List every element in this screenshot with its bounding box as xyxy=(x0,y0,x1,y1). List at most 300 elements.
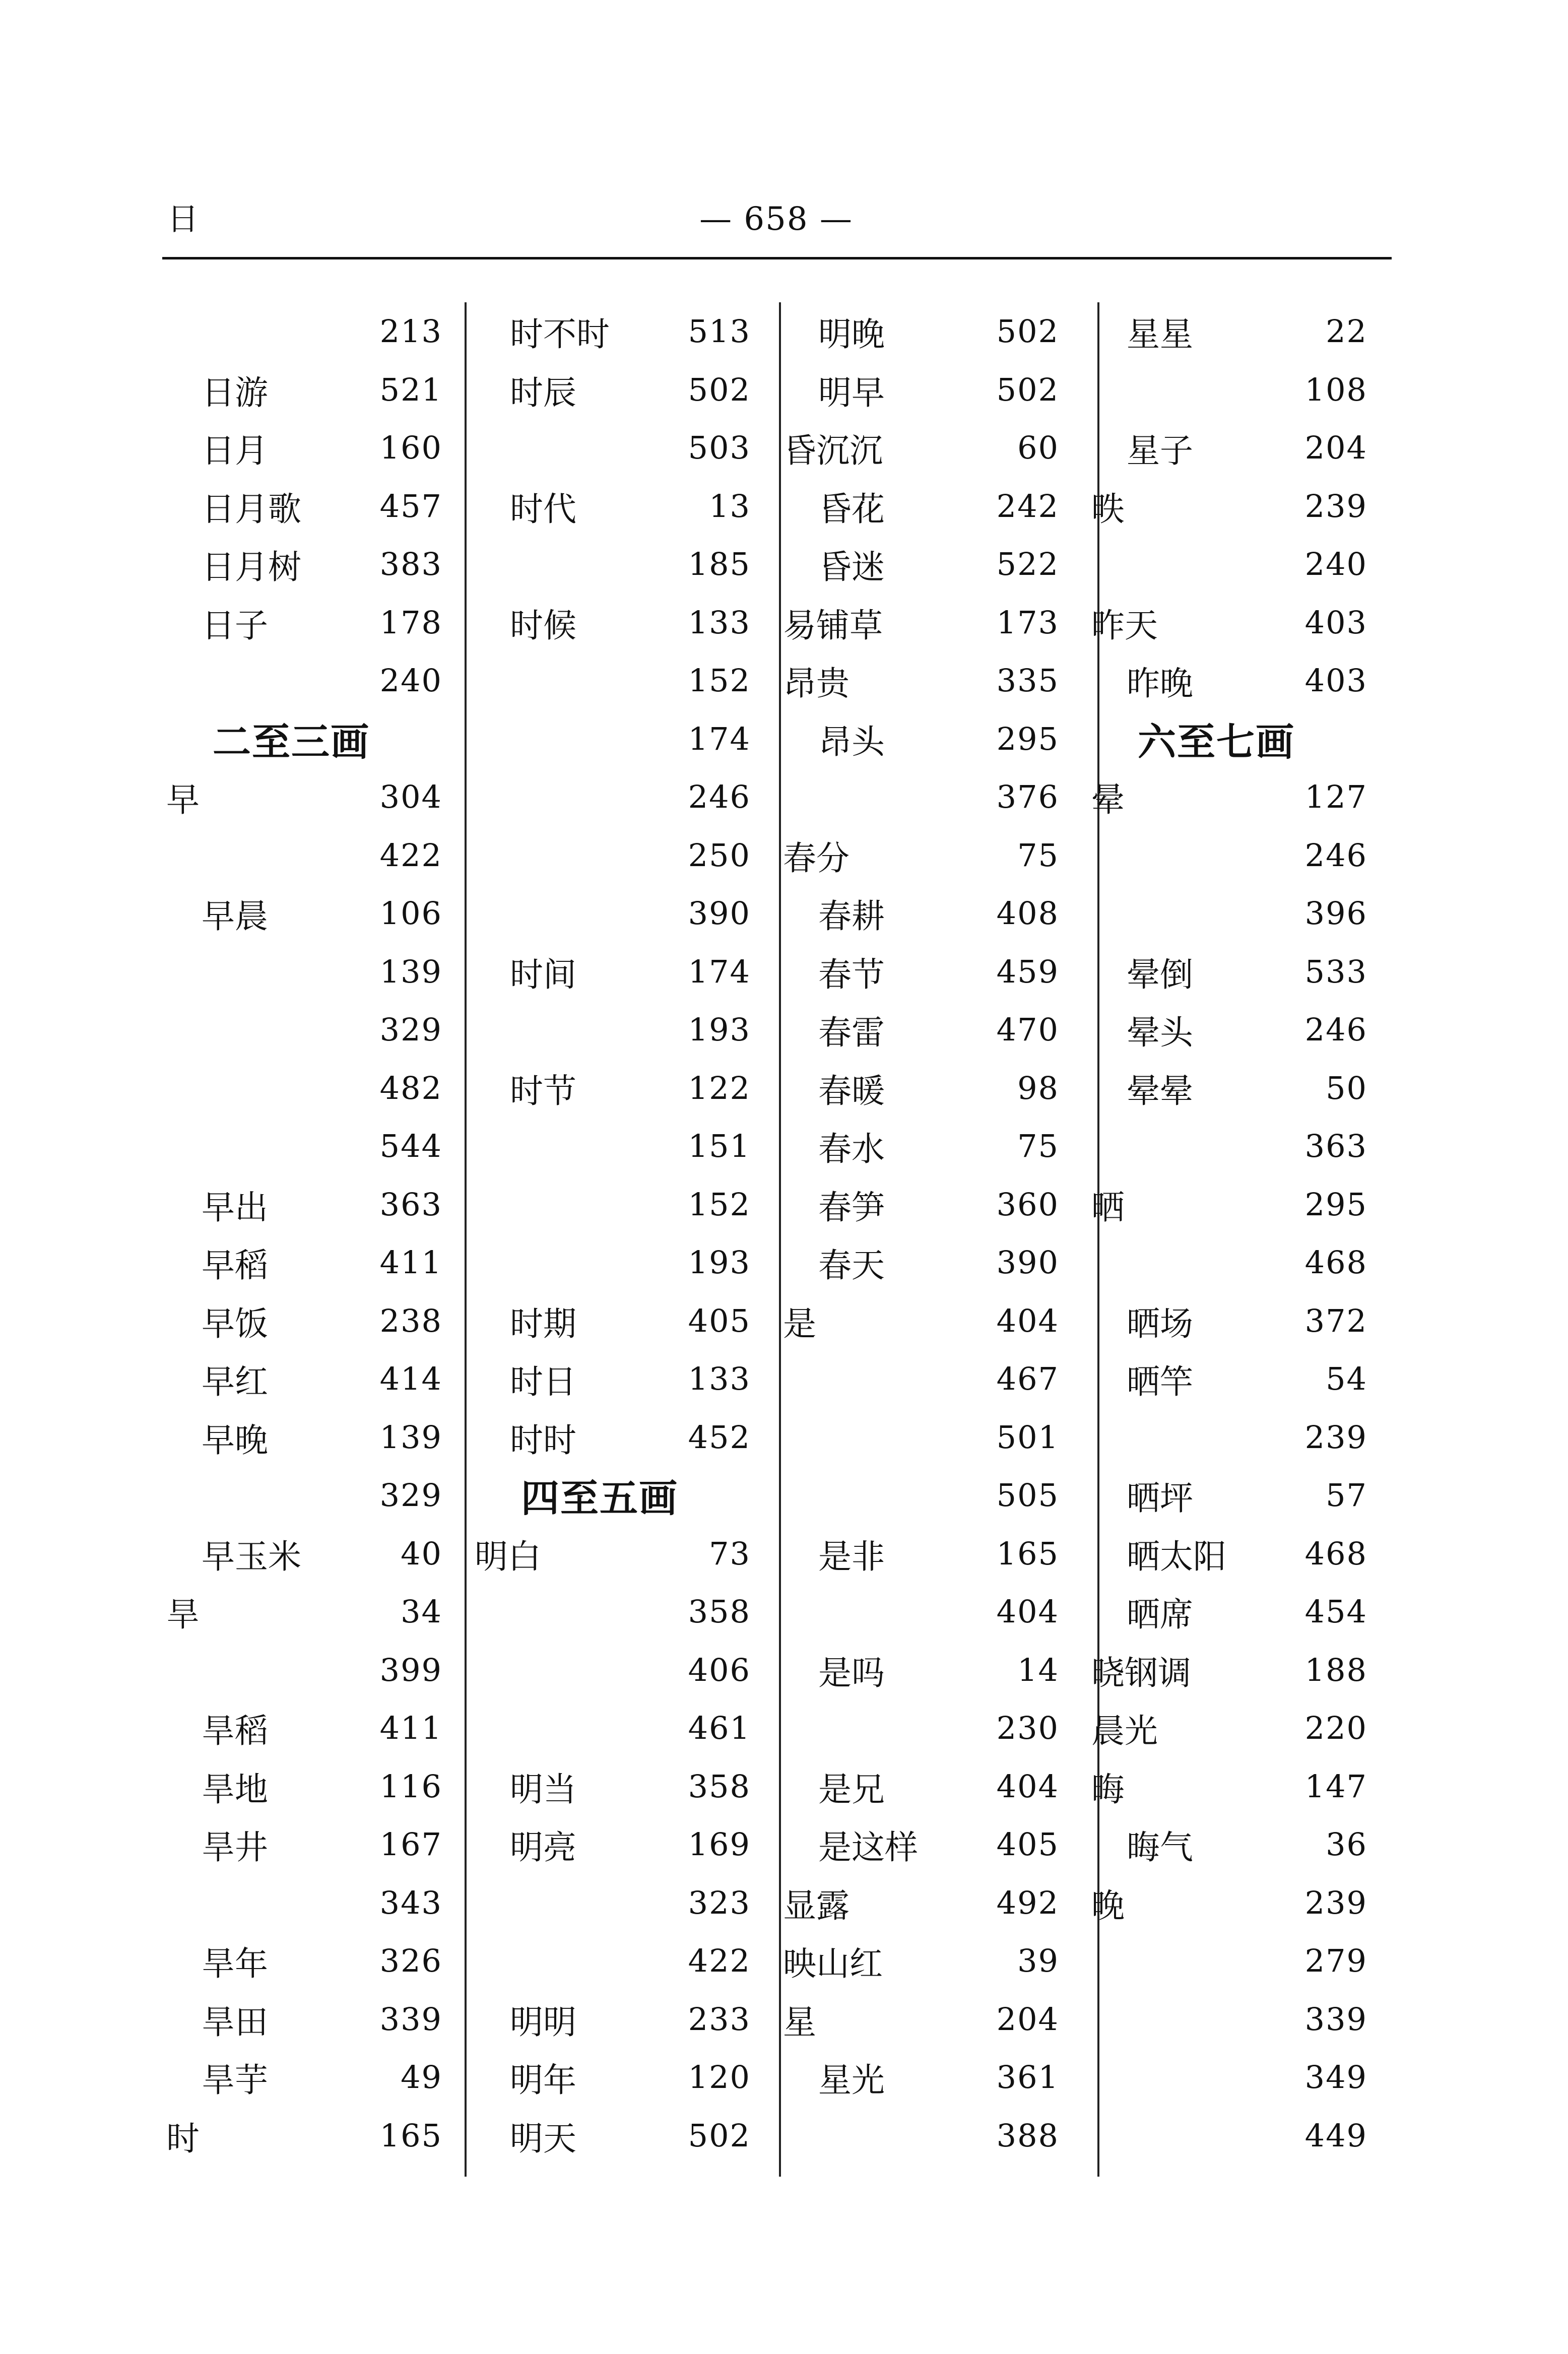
entry-word: 时日 xyxy=(510,1362,576,1402)
entry-word: 明白 xyxy=(475,1537,541,1576)
entry-page-number: 106 xyxy=(379,895,442,932)
entry-word: 日子 xyxy=(202,606,268,645)
entry-word: 春天 xyxy=(818,1246,885,1285)
index-entry xyxy=(779,1001,1087,1059)
entry-word: 晕倒 xyxy=(1127,955,1193,994)
entry-word: 时节 xyxy=(510,1071,576,1110)
entry-page-number: 139 xyxy=(379,1418,442,1456)
header-rule xyxy=(162,257,1392,259)
entry-word: 时期 xyxy=(510,1304,576,1343)
entry-word: 时不时 xyxy=(510,315,610,354)
entry-word: 晨光 xyxy=(1091,1712,1158,1751)
index-entry xyxy=(1087,1175,1396,1234)
index-column-4 xyxy=(1087,302,1396,2177)
entry-page-number: 454 xyxy=(1304,1593,1367,1630)
entry-page-number: 139 xyxy=(379,953,442,990)
entry-word: 时辰 xyxy=(510,373,576,412)
entry-word: 时间 xyxy=(510,955,576,994)
entry-word: 时候 xyxy=(510,606,576,645)
index-entry xyxy=(1087,826,1396,885)
entry-word: 晓钢调 xyxy=(1091,1653,1191,1692)
entry-word: 昳 xyxy=(1091,489,1125,529)
entry-word: 昏迷 xyxy=(818,548,885,587)
index-entry xyxy=(1087,1059,1396,1118)
entry-page-number: 75 xyxy=(1017,836,1059,874)
entry-word: 明年 xyxy=(510,2061,576,2100)
entry-page-number: 204 xyxy=(1304,429,1367,467)
index-entry xyxy=(1087,477,1396,536)
index-entry xyxy=(162,1932,471,1990)
index-entry xyxy=(779,419,1087,477)
entry-word: 昨晚 xyxy=(1127,664,1193,703)
index-entry xyxy=(471,1408,779,1467)
page-number: — 658 — xyxy=(699,201,853,238)
index-entry xyxy=(471,1059,779,1118)
entry-word: 春耕 xyxy=(818,897,885,936)
entry-page-number: 502 xyxy=(996,371,1059,408)
entry-word: 昂贵 xyxy=(783,664,850,703)
entry-page-number: 50 xyxy=(1326,1069,1367,1106)
entry-page-number: 358 xyxy=(688,1593,751,1630)
index-entry xyxy=(1087,943,1396,1001)
index-entry xyxy=(779,477,1087,536)
entry-page-number: 54 xyxy=(1326,1360,1367,1398)
index-entry xyxy=(1087,768,1396,826)
index-entry xyxy=(471,302,779,361)
entry-page-number: 461 xyxy=(688,1710,751,1747)
index-entry xyxy=(471,1001,779,1059)
entry-word: 旱田 xyxy=(202,2002,268,2042)
index-entry xyxy=(1087,1408,1396,1467)
entry-word: 易铺草 xyxy=(783,606,883,645)
entry-word: 日月树 xyxy=(202,548,301,587)
index-entry xyxy=(1087,1699,1396,1757)
entry-page-number: 133 xyxy=(688,1360,751,1398)
index-entry xyxy=(779,1990,1087,2049)
entry-word: 晕头 xyxy=(1127,1013,1193,1053)
index-entry xyxy=(779,2107,1087,2165)
entry-page-number: 503 xyxy=(688,429,751,467)
entry-word: 晒坪 xyxy=(1127,1479,1193,1518)
entry-page-number: 167 xyxy=(379,1826,442,1863)
entry-page-number: 339 xyxy=(1304,2000,1367,2038)
entry-page-number: 399 xyxy=(379,1651,442,1688)
entry-page-number: 405 xyxy=(688,1302,751,1339)
index-entry xyxy=(779,768,1087,826)
index-entry xyxy=(471,2107,779,2165)
index-entry xyxy=(162,1059,471,1118)
entry-page-number: 239 xyxy=(1304,1418,1367,1456)
section-heading-row xyxy=(1087,710,1396,768)
entry-word: 时 xyxy=(166,2119,200,2158)
entry-word: 早出 xyxy=(202,1188,268,1227)
index-entry xyxy=(1087,1641,1396,1699)
entry-page-number: 361 xyxy=(996,2059,1059,2096)
entry-page-number: 98 xyxy=(1017,1069,1059,1106)
entry-page-number: 522 xyxy=(996,546,1059,583)
entry-page-number: 505 xyxy=(996,1477,1059,1514)
entry-page-number: 295 xyxy=(996,720,1059,757)
entry-page-number: 36 xyxy=(1326,1826,1367,1863)
entry-page-number: 173 xyxy=(996,604,1059,641)
entry-word: 明天 xyxy=(510,2119,576,2158)
index-entry xyxy=(1087,2048,1396,2107)
entry-page-number: 230 xyxy=(996,1710,1059,1747)
entry-word: 晚 xyxy=(1091,1886,1125,1925)
entry-page-number: 411 xyxy=(379,1710,442,1747)
entry-page-number: 376 xyxy=(996,778,1059,816)
index-entry xyxy=(471,1525,779,1583)
entry-page-number: 422 xyxy=(688,1942,751,1980)
entry-page-number: 339 xyxy=(379,2000,442,2038)
index-entry xyxy=(471,1699,779,1757)
index-entry xyxy=(162,1583,471,1641)
entry-page-number: 22 xyxy=(1326,313,1367,350)
entry-page-number: 406 xyxy=(688,1651,751,1688)
entry-word: 明亮 xyxy=(510,1828,576,1867)
entry-word: 日月歌 xyxy=(202,489,301,529)
entry-page-number: 470 xyxy=(996,1011,1059,1049)
entry-word: 旱稻 xyxy=(202,1712,268,1751)
index-entry xyxy=(162,1757,471,1816)
index-entry xyxy=(162,1815,471,1874)
entry-page-number: 40 xyxy=(401,1535,442,1572)
entry-page-number: 34 xyxy=(401,1593,442,1630)
entry-word: 是吗 xyxy=(818,1653,885,1692)
entry-page-number: 220 xyxy=(1304,1710,1367,1747)
entry-page-number: 165 xyxy=(996,1535,1059,1572)
entry-word: 晒场 xyxy=(1127,1304,1193,1343)
index-entry xyxy=(162,1990,471,2049)
entry-word: 映山红 xyxy=(783,1944,883,1984)
index-entry xyxy=(471,1292,779,1350)
entry-page-number: 57 xyxy=(1326,1477,1367,1514)
entry-page-number: 468 xyxy=(1304,1244,1367,1281)
index-entry xyxy=(1087,1874,1396,1932)
entry-page-number: 120 xyxy=(688,2059,751,2096)
index-column-1 xyxy=(162,302,471,2177)
index-entry xyxy=(1087,1117,1396,1175)
entry-page-number: 449 xyxy=(1304,2117,1367,2154)
entry-page-number: 411 xyxy=(379,1244,442,1281)
entry-word: 晒 xyxy=(1091,1188,1125,1227)
index-entry xyxy=(779,535,1087,594)
entry-page-number: 422 xyxy=(379,836,442,874)
entry-word: 旱年 xyxy=(202,1944,268,1984)
index-entry xyxy=(779,1874,1087,1932)
entry-page-number: 160 xyxy=(379,429,442,467)
entry-word: 晕 xyxy=(1091,780,1125,820)
entry-page-number: 75 xyxy=(1017,1128,1059,1165)
entry-word: 早饭 xyxy=(202,1304,268,1343)
section-heading-row xyxy=(471,1466,779,1525)
entry-page-number: 240 xyxy=(379,662,442,699)
index-entry xyxy=(779,1117,1087,1175)
index-entry xyxy=(1087,651,1396,710)
entry-page-number: 233 xyxy=(688,2000,751,2038)
index-entry xyxy=(1087,594,1396,652)
index-entry xyxy=(779,884,1087,943)
index-entry xyxy=(471,594,779,652)
index-entry xyxy=(1087,1466,1396,1525)
entry-word: 是这样 xyxy=(818,1828,918,1867)
entry-page-number: 279 xyxy=(1304,1942,1367,1980)
entry-page-number: 358 xyxy=(688,1768,751,1805)
index-entry xyxy=(471,1932,779,1990)
index-entry xyxy=(162,1408,471,1467)
index-entry xyxy=(1087,1990,1396,2049)
index-entry xyxy=(162,535,471,594)
entry-word: 是 xyxy=(783,1304,816,1343)
entry-page-number: 403 xyxy=(1304,662,1367,699)
entry-word: 春水 xyxy=(818,1130,885,1169)
entry-page-number: 544 xyxy=(379,1128,442,1165)
index-entry xyxy=(162,1699,471,1757)
entry-page-number: 390 xyxy=(688,895,751,932)
entry-page-number: 349 xyxy=(1304,2059,1367,2096)
index-entry xyxy=(162,1233,471,1292)
index-entry xyxy=(1087,1815,1396,1874)
entry-page-number: 246 xyxy=(1304,836,1367,874)
section-heading: 六至七画 xyxy=(1138,719,1295,764)
index-entry xyxy=(471,1583,779,1641)
entry-word: 早晚 xyxy=(202,1420,268,1460)
index-entry xyxy=(779,1583,1087,1641)
entry-word: 早稻 xyxy=(202,1246,268,1285)
entry-page-number: 502 xyxy=(688,371,751,408)
entry-page-number: 405 xyxy=(996,1826,1059,1863)
entry-word: 昨天 xyxy=(1091,606,1158,645)
entry-page-number: 388 xyxy=(996,2117,1059,2154)
entry-page-number: 239 xyxy=(1304,1884,1367,1921)
index-entry xyxy=(779,826,1087,885)
index-entry xyxy=(471,1874,779,1932)
entry-page-number: 213 xyxy=(379,313,442,350)
entry-word: 是非 xyxy=(818,1537,885,1576)
index-entry xyxy=(779,943,1087,1001)
entry-page-number: 174 xyxy=(688,953,751,990)
entry-page-number: 295 xyxy=(1304,1186,1367,1223)
entry-word: 是兄 xyxy=(818,1770,885,1809)
entry-word: 早红 xyxy=(202,1362,268,1402)
index-entry xyxy=(471,1350,779,1408)
entry-word: 晒太阳 xyxy=(1127,1537,1226,1576)
index-entry xyxy=(162,884,471,943)
entry-page-number: 108 xyxy=(1304,371,1367,408)
entry-word: 旱地 xyxy=(202,1770,268,1809)
entry-page-number: 246 xyxy=(1304,1011,1367,1049)
section-heading: 二至三画 xyxy=(213,719,370,764)
index-entry xyxy=(779,710,1087,768)
index-column-3 xyxy=(779,302,1087,2177)
entry-page-number: 326 xyxy=(379,1942,442,1980)
entry-page-number: 459 xyxy=(996,953,1059,990)
index-entry xyxy=(779,1932,1087,1990)
index-entry xyxy=(779,1059,1087,1118)
index-entry xyxy=(471,1815,779,1874)
index-column-2 xyxy=(471,302,779,2177)
entry-word: 日游 xyxy=(202,373,268,412)
entry-word: 早玉米 xyxy=(202,1537,301,1576)
index-entry xyxy=(779,1757,1087,1816)
entry-page-number: 133 xyxy=(688,604,751,641)
index-entry xyxy=(471,1233,779,1292)
entry-word: 晒席 xyxy=(1127,1595,1193,1634)
entry-page-number: 363 xyxy=(379,1186,442,1223)
index-entry xyxy=(1087,535,1396,594)
entry-page-number: 73 xyxy=(709,1535,751,1572)
entry-word: 明晚 xyxy=(818,315,885,354)
entry-page-number: 343 xyxy=(379,1884,442,1921)
index-entry xyxy=(779,1466,1087,1525)
entry-page-number: 492 xyxy=(996,1884,1059,1921)
entry-word: 显露 xyxy=(783,1886,850,1925)
page-header xyxy=(160,194,1392,254)
entry-word: 明早 xyxy=(818,373,885,412)
index-entry xyxy=(471,651,779,710)
radical-label: 日 xyxy=(167,201,199,237)
entry-word: 星 xyxy=(783,2002,816,2042)
entry-page-number: 396 xyxy=(1304,895,1367,932)
entry-page-number: 404 xyxy=(996,1302,1059,1339)
entry-word: 早晨 xyxy=(202,897,268,936)
entry-page-number: 468 xyxy=(1304,1535,1367,1572)
index-entry xyxy=(471,1175,779,1234)
entry-page-number: 404 xyxy=(996,1593,1059,1630)
entry-page-number: 414 xyxy=(379,1360,442,1398)
index-entry xyxy=(162,1525,471,1583)
index-entry xyxy=(1087,1350,1396,1408)
entry-page-number: 242 xyxy=(996,487,1059,525)
entry-page-number: 360 xyxy=(996,1186,1059,1223)
entry-page-number: 329 xyxy=(379,1477,442,1514)
entry-page-number: 304 xyxy=(379,778,442,816)
entry-page-number: 363 xyxy=(1304,1128,1367,1165)
index-entry xyxy=(162,651,471,710)
index-entry xyxy=(471,419,779,477)
entry-page-number: 246 xyxy=(688,778,751,816)
entry-page-number: 329 xyxy=(379,1011,442,1049)
index-entry xyxy=(471,477,779,536)
index-entry xyxy=(1087,1932,1396,1990)
entry-page-number: 250 xyxy=(688,836,751,874)
section-heading: 四至五画 xyxy=(521,1476,678,1521)
entry-page-number: 116 xyxy=(379,1768,442,1805)
entry-page-number: 502 xyxy=(688,2117,751,2154)
entry-word: 时代 xyxy=(510,489,576,529)
index-entry xyxy=(779,2048,1087,2107)
index-entry xyxy=(1087,419,1396,477)
entry-page-number: 335 xyxy=(996,662,1059,699)
entry-word: 春笋 xyxy=(818,1188,885,1227)
entry-word: 明明 xyxy=(510,2002,576,2042)
entry-word: 昏沉沉 xyxy=(783,431,883,471)
index-entry xyxy=(471,1990,779,2049)
entry-word: 晕晕 xyxy=(1127,1071,1193,1110)
index-entry xyxy=(779,1815,1087,1874)
entry-page-number: 501 xyxy=(996,1418,1059,1456)
entry-page-number: 513 xyxy=(688,313,751,350)
entry-word: 旱 xyxy=(166,1595,200,1634)
entry-word: 昂头 xyxy=(818,722,885,761)
index-entry xyxy=(162,2048,471,2107)
index-entry xyxy=(162,1350,471,1408)
entry-page-number: 49 xyxy=(401,2059,442,2096)
entry-page-number: 152 xyxy=(688,662,751,699)
index-entry xyxy=(779,1525,1087,1583)
entry-page-number: 14 xyxy=(1017,1651,1059,1688)
index-entry xyxy=(1087,361,1396,419)
entry-page-number: 151 xyxy=(688,1128,751,1165)
entry-page-number: 521 xyxy=(379,371,442,408)
index-entry xyxy=(471,1757,779,1816)
index-entry xyxy=(779,1292,1087,1350)
index-entry xyxy=(162,1001,471,1059)
index-entry xyxy=(1087,1525,1396,1583)
index-entry xyxy=(1087,302,1396,361)
index-entry xyxy=(779,594,1087,652)
entry-word: 春分 xyxy=(783,838,850,878)
entry-word: 旱芋 xyxy=(202,2061,268,2100)
entry-page-number: 193 xyxy=(688,1011,751,1049)
index-entry xyxy=(779,1699,1087,1757)
index-entry xyxy=(779,1233,1087,1292)
entry-page-number: 238 xyxy=(379,1302,442,1339)
entry-word: 早 xyxy=(166,780,200,820)
entry-word: 春暖 xyxy=(818,1071,885,1110)
entry-page-number: 185 xyxy=(688,546,751,583)
entry-page-number: 13 xyxy=(709,487,751,525)
entry-page-number: 408 xyxy=(996,895,1059,932)
index-entry xyxy=(471,710,779,768)
entry-page-number: 403 xyxy=(1304,604,1367,641)
entry-word: 星光 xyxy=(818,2061,885,2100)
index-columns xyxy=(162,302,1396,2177)
entry-page-number: 404 xyxy=(996,1768,1059,1805)
index-entry xyxy=(162,1117,471,1175)
index-entry xyxy=(471,1641,779,1699)
index-entry xyxy=(162,594,471,652)
index-entry xyxy=(162,768,471,826)
entry-word: 春节 xyxy=(818,955,885,994)
index-entry xyxy=(162,826,471,885)
index-entry xyxy=(162,2107,471,2165)
index-entry xyxy=(1087,2107,1396,2165)
index-entry xyxy=(779,1350,1087,1408)
index-entry xyxy=(1087,1233,1396,1292)
entry-page-number: 452 xyxy=(688,1418,751,1456)
index-entry xyxy=(471,768,779,826)
index-entry xyxy=(162,419,471,477)
entry-page-number: 372 xyxy=(1304,1302,1367,1339)
index-entry xyxy=(779,651,1087,710)
index-entry xyxy=(162,1292,471,1350)
entry-page-number: 122 xyxy=(688,1069,751,1106)
entry-word: 晒竿 xyxy=(1127,1362,1193,1402)
index-entry xyxy=(1087,1583,1396,1641)
entry-page-number: 169 xyxy=(688,1826,751,1863)
entry-page-number: 457 xyxy=(379,487,442,525)
entry-page-number: 174 xyxy=(688,720,751,757)
index-entry xyxy=(779,1408,1087,1467)
entry-page-number: 193 xyxy=(688,1244,751,1281)
entry-page-number: 60 xyxy=(1017,429,1059,467)
index-entry xyxy=(162,302,471,361)
entry-page-number: 502 xyxy=(996,313,1059,350)
entry-page-number: 383 xyxy=(379,546,442,583)
index-entry xyxy=(471,535,779,594)
entry-page-number: 239 xyxy=(1304,487,1367,525)
